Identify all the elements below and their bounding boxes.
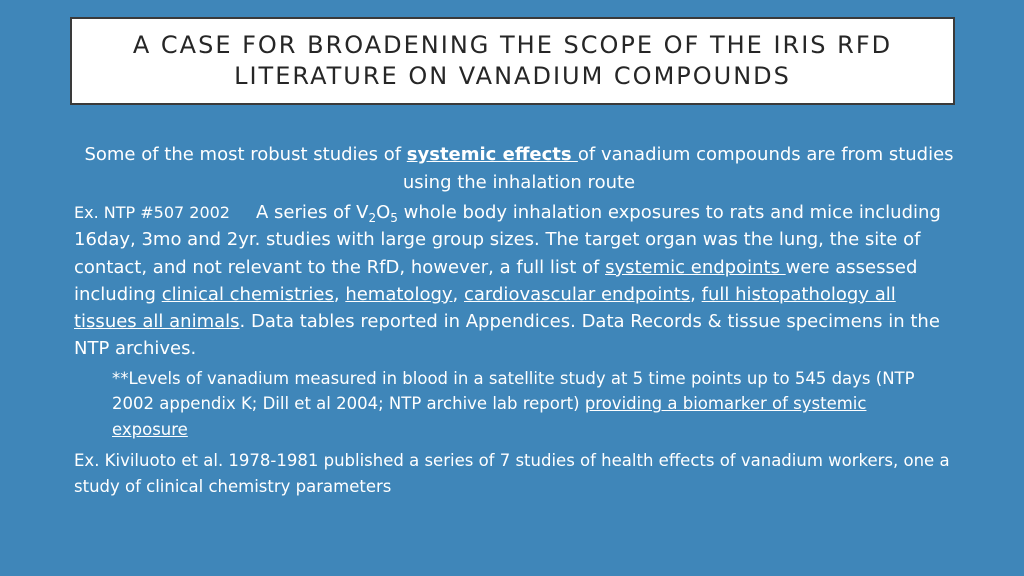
link-systemic-endpoints[interactable]: systemic endpoints (605, 256, 786, 278)
intro-text-after: of vanadium compounds are from studies using the inhalation route (402, 144, 954, 193)
title-box (70, 17, 955, 105)
link-clinical-chemistries[interactable]: clinical chemistries (161, 283, 334, 305)
levels-paragraph (112, 366, 932, 443)
kiviluoto-paragraph: Ex. Kiviluoto et al. 1978-1981 published a series of 7 studies of health effects of vanadium workers, one a study of clinical chemistry parameters (74, 451, 950, 496)
ntp-text-3: whole body inhalation exposures to rats and mice including 16day, 3mo and 2yr. studies with large group sizes. The target organ was the lung, the site of contact, and not relevant to the RfD, however, a full list of (74, 202, 941, 278)
subscript-2: 2 (368, 211, 377, 225)
ntp-text-5: . Data tables reported in Appendices. Data Records & tissue specimens in the NTP archives. (74, 311, 940, 360)
intro-emphasis-systemic-effects[interactable]: systemic effects (406, 144, 578, 165)
levels-text: **Levels of vanadium measured in blood in a satellite study at 5 time points up to 545 days (NTP 2002 appendix K; Dill et al 2004; NTP archive lab report) (112, 368, 915, 414)
ntp-text-4: were assessed including (74, 256, 918, 305)
ntp-example-label: Ex. NTP #507 2002 (74, 203, 230, 222)
separator-3: , (690, 283, 702, 305)
ntp-text-2: O (376, 202, 391, 223)
subscript-5: 5 (390, 211, 398, 225)
slide-content (74, 141, 964, 499)
separator-2: , (452, 283, 464, 305)
link-cardiovascular-endpoints[interactable]: cardiovascular endpoints (464, 283, 691, 305)
ntp-text-1: A series of V (255, 202, 369, 223)
link-hematology[interactable]: hematology (345, 283, 453, 305)
intro-text-before: Some of the most robust studies of (84, 144, 407, 165)
slide-title-line-2: LITERATURE ON VANADIUM COMPOUNDS (234, 62, 791, 90)
separator-1: , (333, 283, 346, 305)
link-biomarker-systemic-exposure[interactable]: providing a biomarker of systemic exposure (112, 394, 867, 439)
ntp-paragraph (74, 199, 964, 363)
link-full-histopathology[interactable]: full histopathology all tissues all animals (74, 283, 896, 333)
slide-title-line-1: A CASE FOR BROADENING THE SCOPE OF THE IRIS RFD (132, 31, 893, 59)
intro-paragraph (74, 141, 964, 197)
